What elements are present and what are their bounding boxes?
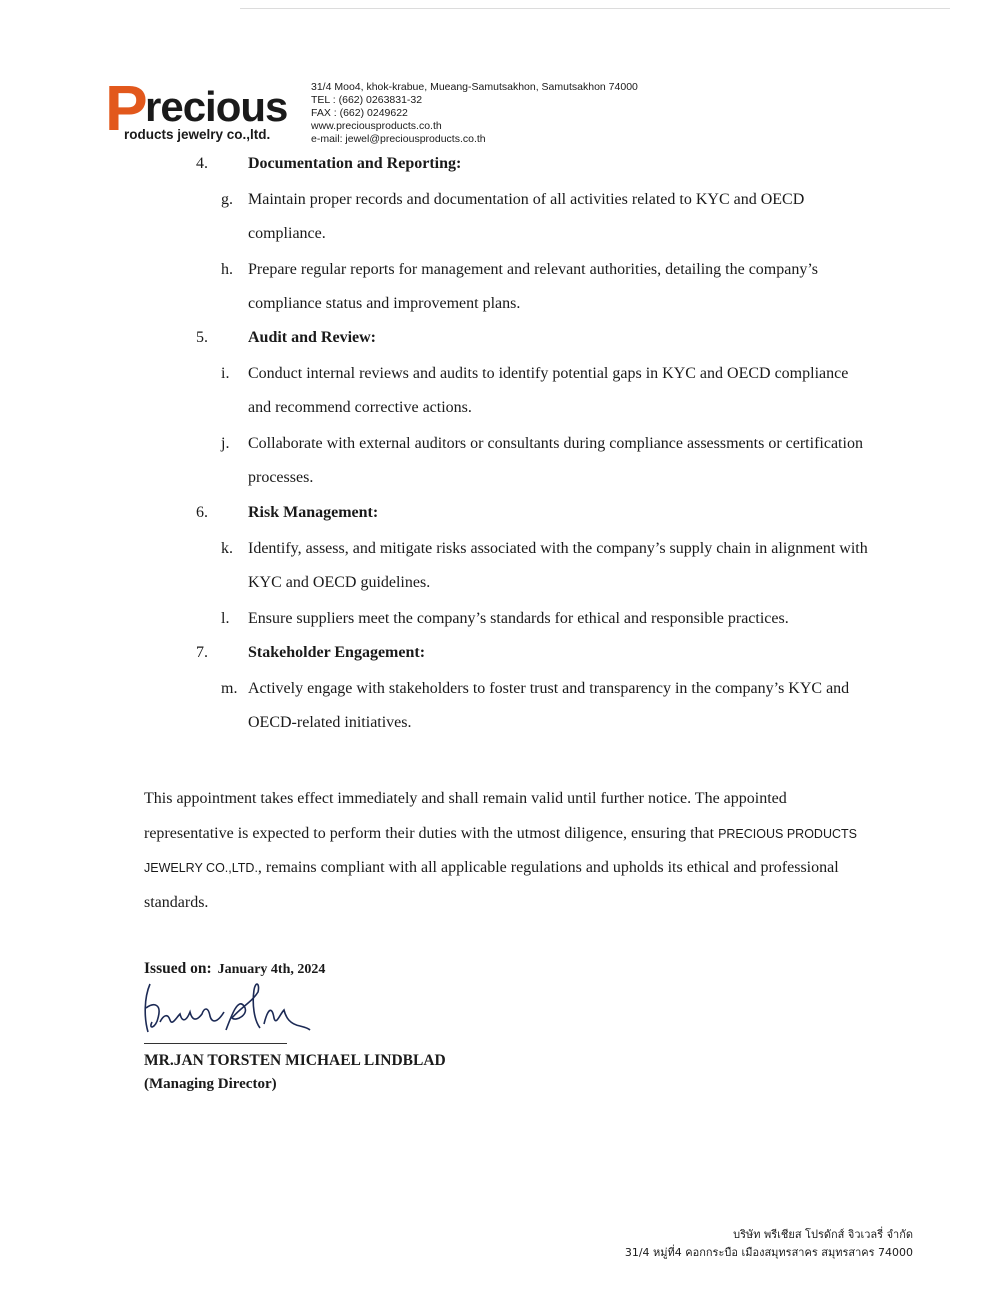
handwritten-signature	[140, 978, 315, 1040]
scan-edge-line	[240, 8, 950, 9]
item-letter: j.	[221, 435, 230, 452]
logo-subtitle: roducts jewelry co.,ltd.	[124, 127, 271, 142]
item-letter: i.	[221, 365, 230, 382]
section-heading: Audit and Review:	[248, 329, 377, 346]
item-letter: m.	[221, 680, 238, 697]
company-name: PRECIOUS PRODUCTS JEWELRY CO.,LTD.	[144, 826, 857, 875]
footer-address	[625, 1226, 913, 1262]
item-text: Prepare regular reports for management and relevant authorities, detailing the company’s compliance status and improvement plans.	[248, 261, 819, 312]
item-text: Conduct internal reviews and audits to identify potential gaps in KYC and OECD compliance and recommend corrective actions.	[248, 365, 849, 416]
section-number: 4.	[196, 155, 208, 172]
issued-date: January 4th, 2024	[217, 962, 326, 977]
item-text: Maintain proper records and documentation of all activities related to KYC and OECD compliance.	[248, 191, 805, 242]
section-heading: Documentation and Reporting:	[248, 155, 462, 172]
signer-role: (Managing Director)	[144, 1076, 277, 1092]
section-number: 5.	[196, 329, 208, 346]
closing-text-end: , remains compliant with all applicable regulations and upholds its ethical and professional standards.	[144, 859, 839, 911]
footer-company-thai: บริษัท พรีเชียส โปรดักส์ จิวเวลรี่ จำกัด	[733, 1228, 913, 1241]
company-logo	[105, 72, 305, 148]
company-website: www.preciousproducts.co.th	[311, 120, 442, 132]
closing-text-start: This appointment takes effect immediately and shall remain valid until further notice. The appointed representative is expected to perform their duties with the utmost diligence, ensuring that	[144, 790, 787, 842]
logo-word: recious	[145, 83, 288, 130]
item-text: Identify, assess, and mitigate risks associated with the company’s supply chain in alignment with KYC and OECD guidelines.	[248, 540, 868, 591]
item-letter: h.	[221, 261, 233, 278]
company-fax: FAX : (662) 0249622	[311, 107, 408, 119]
closing-paragraph	[144, 782, 859, 920]
company-address: 31/4 Moo4, khok-krabue, Mueang-Samutsakhon, Samutsakhon 74000	[311, 81, 638, 93]
company-email: e-mail: jewel@preciousproducts.co.th	[311, 133, 486, 145]
contact-block	[311, 81, 638, 146]
section-number: 6.	[196, 504, 208, 521]
footer-address-thai: 31/4 หมู่ที่4 คอกกระบือ เมืองสมุทรสาคร สมุทรสาคร 74000	[624, 1246, 913, 1259]
section-heading: Stakeholder Engagement:	[248, 644, 426, 661]
item-text: Ensure suppliers meet the company’s standards for ethical and responsible practices.	[248, 610, 789, 627]
issued-line	[144, 960, 325, 978]
section-heading: Risk Management:	[248, 504, 379, 521]
item-text: Actively engage with stakeholders to foster trust and transparency in the company’s KYC and OECD-related initiatives.	[248, 680, 850, 731]
item-letter: l.	[221, 610, 230, 627]
signature-line	[144, 1043, 287, 1044]
item-letter: k.	[221, 540, 233, 557]
section-number: 7.	[196, 644, 208, 661]
item-letter: g.	[221, 191, 233, 208]
signer-name: MR.JAN TORSTEN MICHAEL LINDBLAD	[144, 1052, 446, 1069]
company-tel: TEL : (662) 0263831-32	[311, 94, 423, 106]
issued-label: Issued on:	[144, 960, 212, 977]
item-text: Collaborate with external auditors or consultants during compliance assessments or certification processes.	[248, 435, 863, 486]
logo-initial: P	[105, 72, 148, 144]
